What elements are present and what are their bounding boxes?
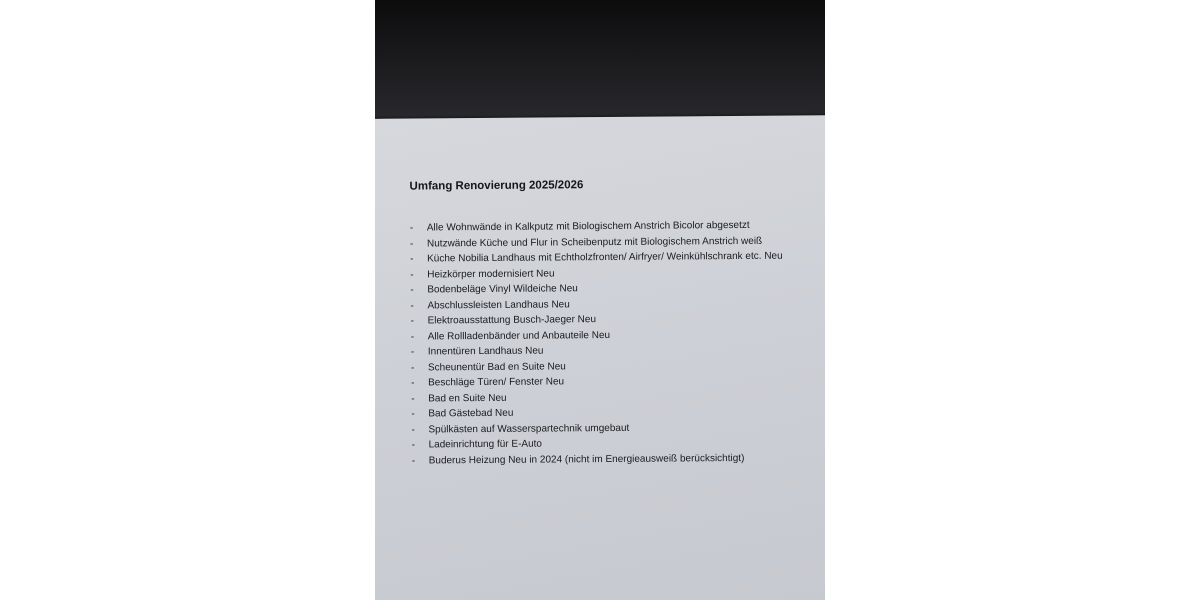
list-item-text: Heizkörper modernisiert Neu [427, 267, 555, 280]
document-title: Umfang Renovierung 2025/2026 [409, 179, 584, 193]
list-item-text: Küche Nobilia Landhaus mit Echtholzfronten/ Airfryer/ Weinkühlschrank etc. Neu [427, 250, 783, 265]
list-item [412, 450, 825, 469]
bullet-dash: - [411, 424, 415, 436]
list-item-text: Bodenbeläge Vinyl Wildeiche Neu [427, 283, 578, 296]
bullet-dash: - [411, 377, 415, 389]
bullet-dash: - [409, 222, 414, 234]
bullet-dash: - [411, 455, 416, 467]
bullet-dash: - [410, 253, 414, 265]
list-item-text: Spülkästen auf Wasserspartechnik umgebaut [428, 422, 630, 435]
paper-sheet [375, 115, 825, 600]
bullet-dash: - [411, 408, 415, 420]
bullet-dash: - [410, 269, 414, 281]
list-item-text: Beschläge Türen/ Fenster Neu [428, 376, 565, 389]
list-item-text: Buderus Heizung Neu in 2024 (nicht im Energieausweiß berücksichtigt) [428, 452, 745, 466]
list-item-text: Innentüren Landhaus Neu [427, 345, 544, 358]
list-item-text: Nutzwände Küche und Flur in Scheibenputz mit Biologischem Anstrich weiß [426, 235, 763, 249]
list-item-text: Alle Rollladenbänder und Anbauteile Neu [427, 329, 611, 342]
list-item-text: Bad en Suite Neu [428, 392, 507, 404]
list-item [410, 248, 825, 267]
bullet-dash: - [410, 346, 415, 358]
bullet-dash: - [411, 439, 415, 451]
bullet-dash: - [410, 362, 415, 374]
bullet-dash: - [410, 300, 414, 312]
list-item-text: Bad Gästebad Neu [428, 407, 514, 420]
list-item-text: Abschlussleisten Landhaus Neu [427, 298, 570, 311]
bullet-dash: - [410, 315, 414, 327]
bullet-dash: - [410, 331, 415, 343]
list-item-text: Alle Wohnwände in Kalkputz mit Biologischem Anstrich Bicolor abgesetzt [426, 219, 750, 234]
document-photo [375, 0, 825, 600]
dark-background [375, 0, 825, 125]
list-item-text: Elektroausstattung Busch-Jaeger Neu [427, 314, 597, 327]
bullet-dash: - [410, 284, 414, 296]
bullet-dash: - [411, 393, 415, 405]
list-item-text: Ladeinrichtung für E-Auto [428, 438, 543, 451]
renovation-list [410, 217, 825, 468]
bullet-dash: - [409, 238, 414, 250]
list-item-text: Scheunentür Bad en Suite Neu [427, 360, 566, 373]
